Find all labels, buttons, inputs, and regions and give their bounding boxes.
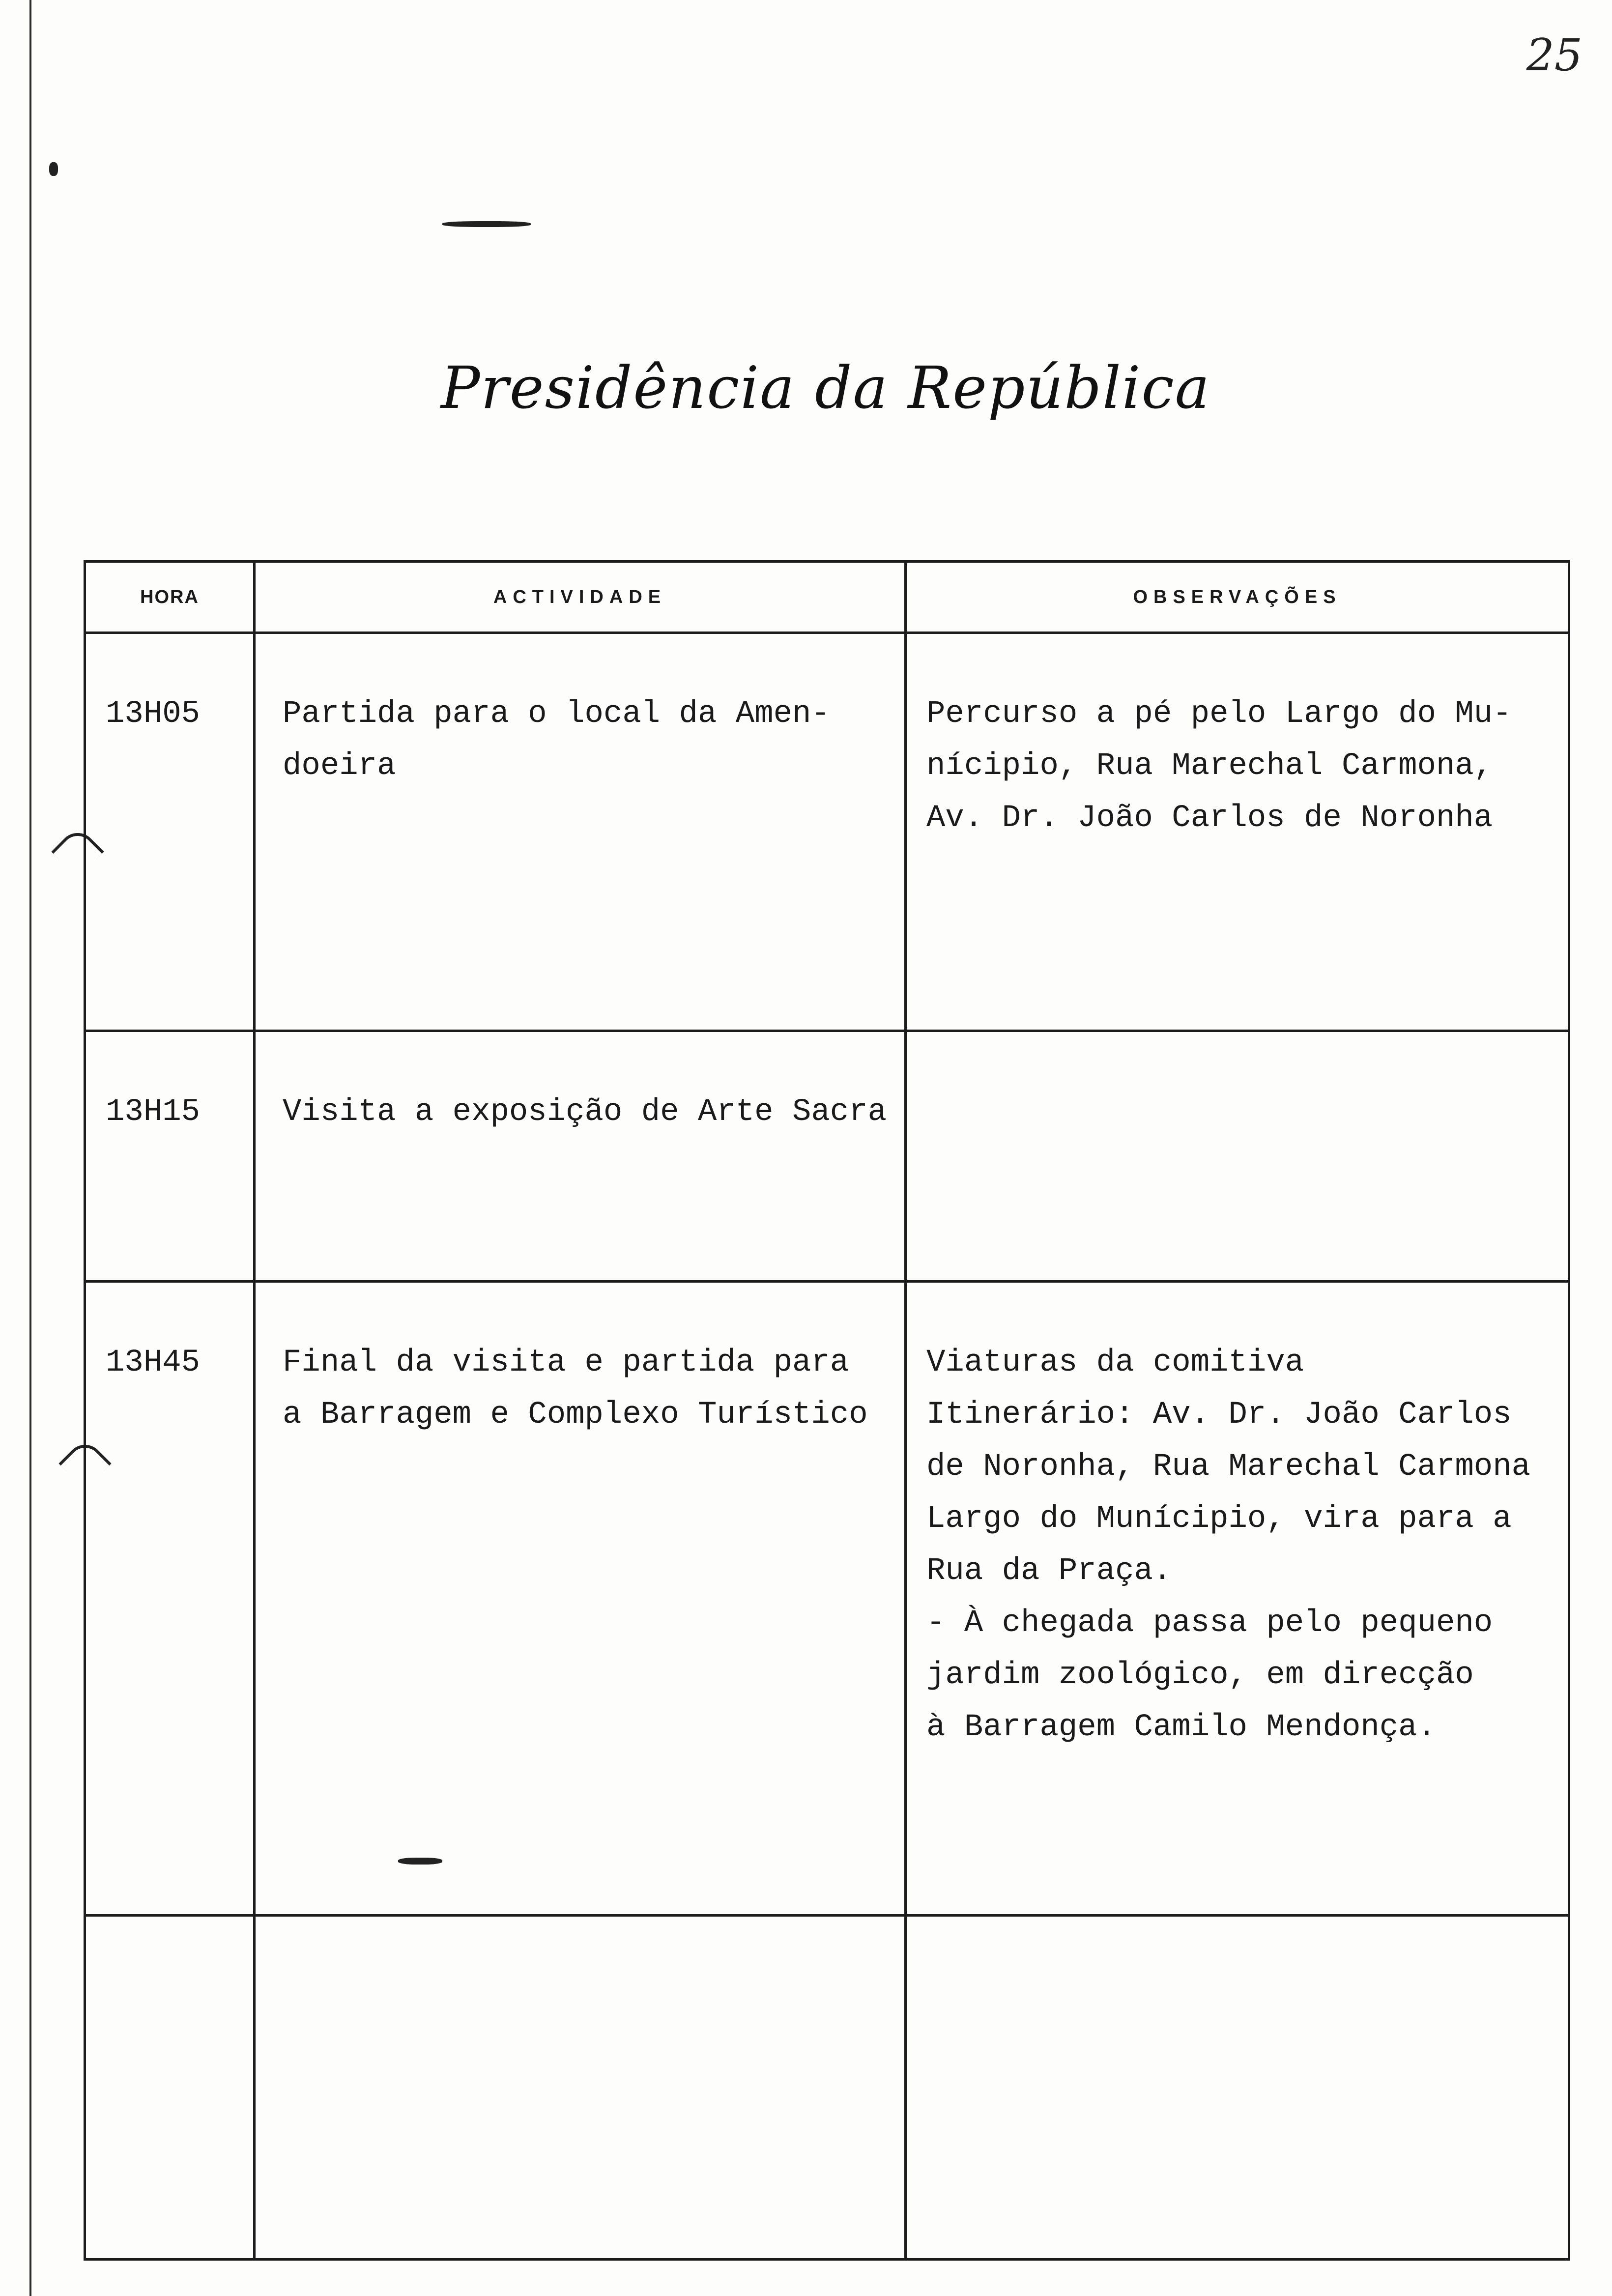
observacoes-line: nícipio, Rua Marechal Carmona, — [926, 748, 1493, 784]
observacoes-line: Itinerário: Av. Dr. João Carlos — [926, 1397, 1512, 1433]
actividade-cell — [255, 1916, 906, 2260]
hora-cell: 13H15 — [85, 1031, 255, 1282]
observacoes-line: Percurso a pé pelo Largo do Mu- — [926, 696, 1512, 732]
actividade-line: Visita a exposição de Arte Sacra — [283, 1094, 887, 1130]
observacoes-cell — [906, 1282, 1569, 1916]
letterhead: Presidência da República — [440, 354, 1211, 422]
schedule-table — [84, 560, 1570, 2261]
page-number: 25 — [1526, 29, 1583, 81]
hora-cell: 13H45 — [85, 1282, 255, 1916]
column-header-observacoes: OBSERVAÇÕES — [906, 562, 1569, 633]
actividade-line: Partida para o local da Amen- — [283, 696, 830, 732]
observacoes-line: jardim zoológico, em direcção — [926, 1658, 1474, 1693]
observacoes-line: Av. Dr. João Carlos de Noronha — [926, 801, 1493, 836]
observacoes-line: à Barragem Camilo Mendonça. — [926, 1710, 1436, 1745]
scan-speck — [49, 162, 58, 176]
observacoes-cell — [906, 1031, 1569, 1282]
hora-cell: 13H05 — [85, 633, 255, 1031]
actividade-line: doeira — [283, 748, 396, 784]
observacoes-line: de Noronha, Rua Marechal Carmona — [926, 1449, 1530, 1485]
observacoes-line: Largo do Munícipio, vira para a — [926, 1501, 1512, 1537]
actividade-line: Final da visita e partida para — [283, 1345, 849, 1380]
table-row — [85, 1916, 1569, 2260]
table-header-row — [85, 562, 1569, 633]
actividade-cell — [255, 1282, 906, 1916]
observacoes-line: - À chegada passa pelo pequeno — [926, 1606, 1493, 1641]
table-row — [85, 633, 1569, 1031]
observacoes-cell — [906, 633, 1569, 1031]
observacoes-line: Rua da Praça. — [926, 1553, 1172, 1589]
hora-cell — [85, 1916, 255, 2260]
column-header-hora: HORA — [85, 562, 255, 633]
binding-edge — [29, 0, 31, 2296]
observacoes-cell — [906, 1916, 1569, 2260]
table-row — [85, 1282, 1569, 1916]
column-header-actividade: ACTIVIDADE — [255, 562, 906, 633]
table-row — [85, 1031, 1569, 1282]
scan-speck — [442, 221, 531, 227]
observacoes-line: Viaturas da comitiva — [926, 1345, 1304, 1380]
actividade-line: a Barragem e Complexo Turístico — [283, 1397, 868, 1433]
actividade-cell — [255, 1031, 906, 1282]
actividade-cell — [255, 633, 906, 1031]
